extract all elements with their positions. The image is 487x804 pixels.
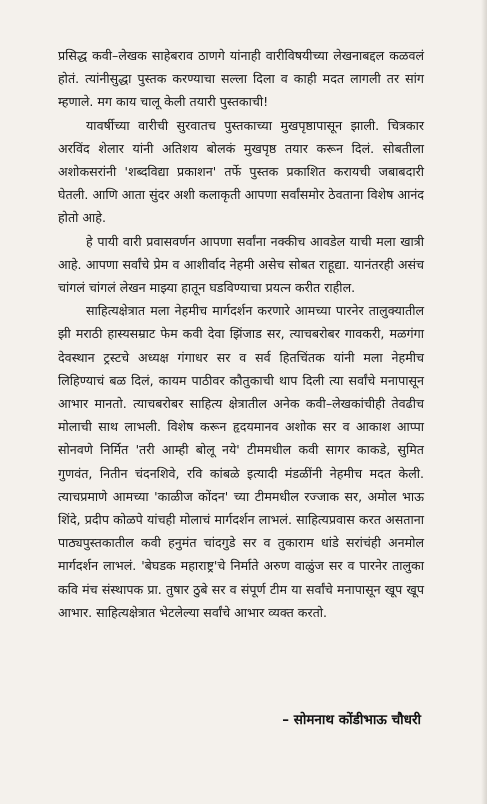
body-text [58,44,424,624]
paragraph-2: यावर्षीच्या वारीची सुरवातच पुस्तकाच्या मुखपृष्ठापासून झाली. चित्रकार अरविंद शेलार यांनी अतिशय बोलकं मुखपृष्ठ तयार करून दिलं. सोबतीला अशोकसरांनी 'शब्दविद्या प्रकाशन' तर्फे पुस्तक प्रकाशित करायची जबाबदारी घेतली. आणि आता सुंदर अशी कलाकृती आपणा सर्वांसमोर ठेवताना विशेष आनंद होतो आहे. [58,117,424,226]
paragraph-4: साहित्यक्षेत्रात मला नेहमीच मार्गदर्शन करणारे आमच्या पारनेर तालुक्यातील झी मराठी हास्यसम्राट फेम कवी देवा झिंजाड सर, त्याचबरोबर गावकरी, मळगंगा देवस्थान ट्रस्टचे अध्यक्ष गंगाधर सर व सर्व हितचिंतक यांनी मला नेहमीच लिहिण्याचं बळ दिलं, कायम पाठीवर कौतुकाची थाप दिली त्या सर्वांचे मनापासून आभार मानतो. त्याचबरोबर साहित्य क्षेत्रातील अनेक कवी–लेखकांचीही तेवढीच मोलाची साथ लाभली. विशेष करून हृदयमानव अशोक सर व आकाश आप्पा सोनवणे निर्मित 'तरी आम्ही बोलू नये' टीममधील कवी सागर काकडे, सुमित गुणवंत, नितीन चंदनशिवे, रवि कांबळे इत्यादी मंडळींनी नेहमीच मदत केली. त्याचप्रमाणे आमच्या 'काळीज कोंदन' च्या टीममधील रज्जाक सर, अमोल भाऊ शिंदे, प्रदीप कोळपे यांचही मोलाचं मार्गदर्शन लाभलं. साहित्यप्रवास करत असताना पाठ्यपुस्तकातील कवी हनुमंत चांदगुडे सर व तुकाराम धांडे सरांचंही अनमोल मार्गदर्शन लाभलं. 'बेघडक महाराष्ट्र'चे निर्माते अरुण वाळुंज सर व पारनेर तालुका कवि मंच संस्थापक प्रा. तुषार ठुबे सर व संपूर्ण टीम या सर्वांचे मनापासून खूप खूप आभार. साहित्यक्षेत्रात भेटलेल्या सर्वांचे आभार व्यक्त करतो. [58,303,424,620]
paragraph-1: प्रसिद्ध कवी–लेखक साहेबराव ठाणगे यांनाही वारीविषयीच्या लेखनाबद्दल कळवलं होतं. त्यांनीसुद्धा पुस्तक करण्याचा सल्ला दिला व काही मदत लागली तर सांग म्हणाले. मग काय चालू केली तयारी पुस्तकाची! [58,48,424,110]
page-edge-shadow [481,0,487,804]
paragraph-3: हे पायी वारी प्रवासवर्णन आपणा सर्वांना नक्कीच आवडेल याची मला खात्री आहे. आपणा सर्वांचे प्रेम व आशीर्वाद नेहमी असेच सोबत राहूद्या. यानंतरही असंच चांगलं चांगलं लेखन माझ्या हातून घडविण्याचा प्रयत्न करीत राहील. [58,233,424,296]
author-signature: – सोमनाथ कोंडीभाऊ चौधरी [282,712,421,728]
